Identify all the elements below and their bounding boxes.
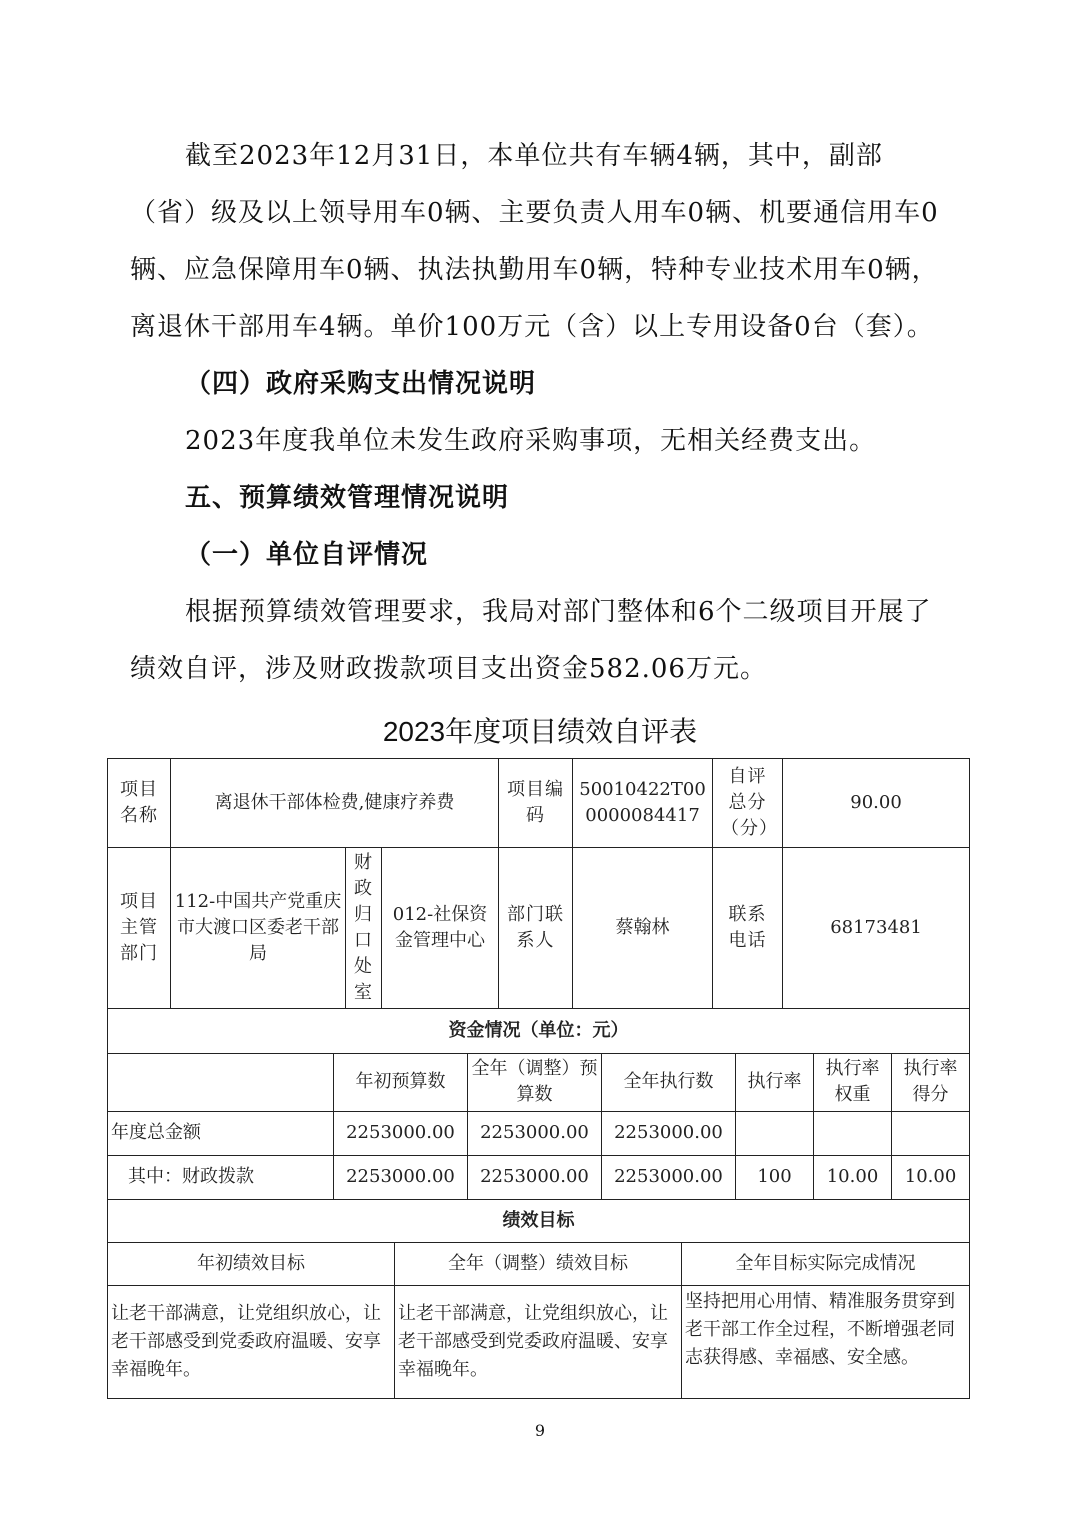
phone-label: 联系电话 bbox=[713, 848, 783, 1009]
funds-header: 全年执行数 bbox=[602, 1053, 736, 1111]
goals-heading: 绩效目标 bbox=[108, 1200, 970, 1243]
goals-table bbox=[107, 1200, 970, 1400]
goals-header: 年初绩效目标 bbox=[108, 1243, 395, 1286]
funds-header-blank bbox=[108, 1053, 334, 1111]
funds-table bbox=[107, 1009, 970, 1200]
project-name-label: 项目名称 bbox=[108, 759, 171, 848]
self-score-label: 自评总分（分） bbox=[713, 759, 783, 848]
procurement-heading: （四）政府采购支出情况说明 bbox=[185, 369, 537, 399]
goal-initial: 让老干部满意，让党组织放心，让老干部感受到党委政府温暖、安享幸福晚年。 bbox=[108, 1286, 395, 1399]
funds-row-label: 其中：财政拨款 bbox=[108, 1155, 334, 1199]
funds-header: 执行率权重 bbox=[814, 1053, 892, 1111]
funds-cell bbox=[892, 1111, 970, 1155]
funds-cell bbox=[814, 1111, 892, 1155]
goals-header: 全年目标实际完成情况 bbox=[682, 1243, 970, 1286]
self-eval-paragraph: 根据预算绩效管理要求，我局对部门整体和6个二级项目开展了绩效自评，涉及财政拨款项目支出资金582.06万元。 bbox=[130, 597, 932, 684]
vehicles-paragraph: 截至2023年12月31日，本单位共有车辆4辆，其中，副部（省）级及以上领导用车0辆、主要负责人用车0辆、机要通信用车0辆、应急保障用车0辆、执法执勤用车0辆，特种专业技术用车0辆，离退休干部用车4辆。单价100万元（含）以上专用设备0台（套）。 bbox=[130, 141, 939, 342]
funds-cell bbox=[736, 1111, 814, 1155]
page-number: 9 bbox=[534, 1421, 546, 1440]
funds-header: 执行率 bbox=[736, 1053, 814, 1111]
project-name: 离退休干部体检费,健康疗养费 bbox=[171, 759, 499, 848]
funds-cell: 2253000.00 bbox=[602, 1111, 736, 1155]
funds-cell: 10.00 bbox=[892, 1155, 970, 1199]
funds-cell: 2253000.00 bbox=[602, 1155, 736, 1199]
funds-cell: 10.00 bbox=[814, 1155, 892, 1199]
funds-header: 年初预算数 bbox=[334, 1053, 468, 1111]
finance-label: 财政归口处室 bbox=[346, 848, 382, 1009]
goal-adjusted: 让老干部满意，让党组织放心，让老干部感受到党委政府温暖、安享幸福晚年。 bbox=[395, 1286, 682, 1399]
funds-cell: 100 bbox=[736, 1155, 814, 1199]
contact: 蔡翰林 bbox=[573, 848, 713, 1009]
project-info-table bbox=[107, 758, 970, 1009]
table-row bbox=[108, 1155, 970, 1199]
contact-label: 部门联系人 bbox=[499, 848, 573, 1009]
dept-label: 项目主管部门 bbox=[108, 848, 171, 1009]
funds-cell: 2253000.00 bbox=[334, 1155, 468, 1199]
goal-actual: 坚持把用心用情、精准服务贯穿到老干部工作全过程，不断增强老同志获得感、幸福感、安全感。 bbox=[682, 1286, 970, 1399]
finance: 012-社保资金管理中心 bbox=[382, 848, 499, 1009]
funds-cell: 2253000.00 bbox=[334, 1111, 468, 1155]
funds-cell: 2253000.00 bbox=[468, 1111, 602, 1155]
funds-header: 全年（调整）预算数 bbox=[468, 1053, 602, 1111]
dept: 112-中国共产党重庆市大渡口区委老干部局 bbox=[171, 848, 346, 1009]
table-row bbox=[108, 1111, 970, 1155]
project-code-label: 项目编码 bbox=[499, 759, 573, 848]
funds-cell: 2253000.00 bbox=[468, 1155, 602, 1199]
project-code: 50010422T000000084417 bbox=[573, 759, 713, 848]
section5-heading: 五、预算绩效管理情况说明 bbox=[185, 483, 510, 513]
funds-row-label: 年度总金额 bbox=[108, 1111, 334, 1155]
self-eval-heading: （一）单位自评情况 bbox=[185, 540, 429, 570]
self-score: 90.00 bbox=[783, 759, 970, 848]
phone: 68173481 bbox=[783, 848, 970, 1009]
procurement-paragraph: 2023年度我单位未发生政府采购事项，无相关经费支出。 bbox=[185, 426, 877, 456]
funds-header: 执行率得分 bbox=[892, 1053, 970, 1111]
funds-heading: 资金情况（单位：元） bbox=[108, 1009, 970, 1053]
goals-header: 全年（调整）绩效目标 bbox=[395, 1243, 682, 1286]
table-title: 2023年度项目绩效自评表 bbox=[382, 716, 698, 747]
